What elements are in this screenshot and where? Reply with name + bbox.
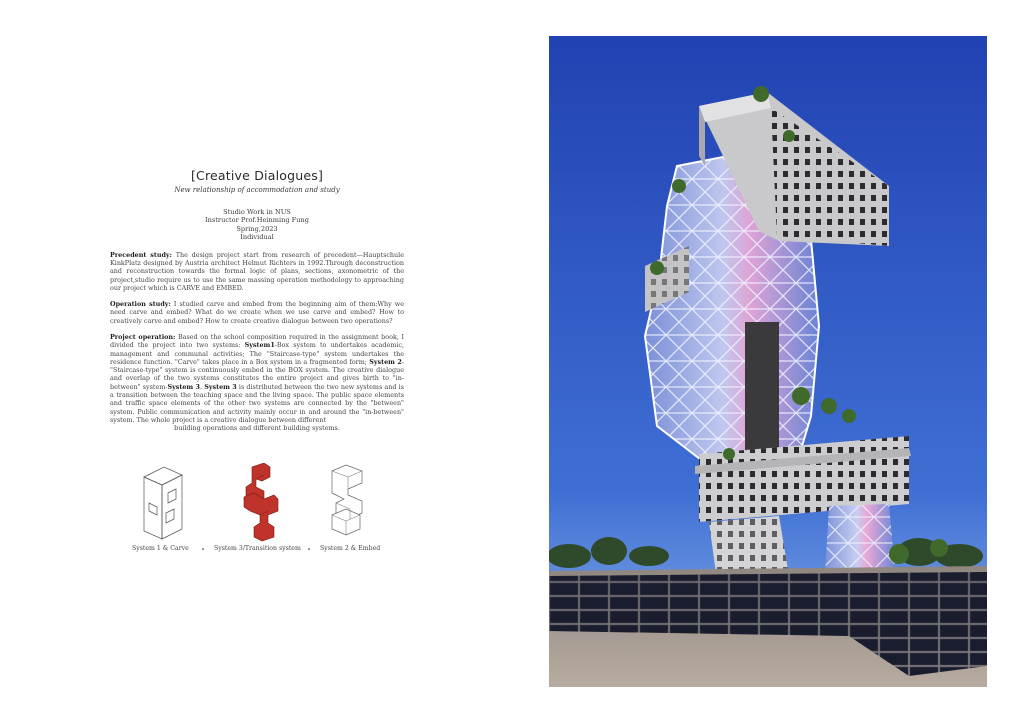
project-meta (110, 208, 404, 242)
system-diagrams (126, 463, 394, 543)
system1-label: System1 (244, 341, 275, 350)
precedent-label: Precedent study: (110, 250, 172, 259)
system2-embed-diagram (322, 463, 374, 543)
diagram-captions (110, 545, 404, 555)
meta-type: Individual (240, 233, 274, 242)
caption-system1: System 1 & Carve (132, 545, 189, 552)
caption-separator-2 (308, 548, 310, 550)
precedent-paragraph (110, 251, 404, 292)
meta-term: Spring,2023 (236, 224, 278, 233)
project-text-4: . (199, 382, 205, 391)
project-text-2: -Box system to undertakes academic, management and communal activities; The "Staircase-type" system undertakes the residence function. "Carve" takes place in a Box system in a fragmented form; (110, 341, 404, 366)
system2-label: System 2 (369, 357, 402, 366)
project-text-3: -"Staircase-type" system is continuously embed in the BOX system. The creative dialogue and overlap of the two systems constitutes the entire project and gives birth to "in-between" system- (110, 357, 404, 391)
system3-transition-diagram (234, 463, 286, 543)
system3-label-a: System 3 (167, 382, 200, 391)
project-paragraph (110, 333, 404, 433)
caption-system2: System 2 & Embed (320, 545, 381, 552)
page-title: [Creative Dialogues] (190, 168, 324, 183)
meta-studio: Studio Work in NUS (223, 208, 291, 216)
caption-separator-1 (202, 548, 204, 550)
text-column (110, 168, 404, 441)
operation-text: I studied carve and embed from the beginning aim of them:Why we need carve and embed? What do we create when we use carve and embed? How to creatively carve and embed? How to create creative dialogue between two operations? (110, 300, 404, 325)
operation-label: Operation study: (110, 300, 171, 309)
precedent-text: The design project start from research of precedent—Hauptschule KinkPlatz designed by Austria architect Helmut Richters in 1992.Through deconstruction and reconstruction towards the formal logic of plans, sections, axonometric of the project,studio require us to use the same massing operation methodology to approaching our project which is CARVE and EMBED. (110, 250, 404, 292)
project-text-5: is distributed between the two new systems and is a transition between the teaching space and the living space. The public space elements and traffic space elements of the other two systems are connected by the "between" system. Public communication and activity mainly occur in and around the "in-between" system. The whole project is a creative dialogue between different (110, 382, 404, 424)
project-text-1: Based on the school composition required in the assignment book, I divided the project into two systems: (110, 333, 404, 350)
system3-label-b: System 3 (204, 382, 237, 391)
tower-rendering-image (549, 36, 987, 687)
page-subtitle: New relationship of accommodation and study (174, 186, 340, 194)
system1-box-diagram (138, 463, 186, 543)
tower-rendering (549, 36, 987, 687)
project-label: Project operation: (110, 333, 176, 341)
caption-system3: System 3/Transition system (214, 545, 301, 552)
meta-instructor: Instructor Prof.Heinming Fung (205, 216, 309, 225)
project-text-last: building operations and different building systems. (174, 424, 340, 433)
operation-paragraph (110, 300, 404, 325)
